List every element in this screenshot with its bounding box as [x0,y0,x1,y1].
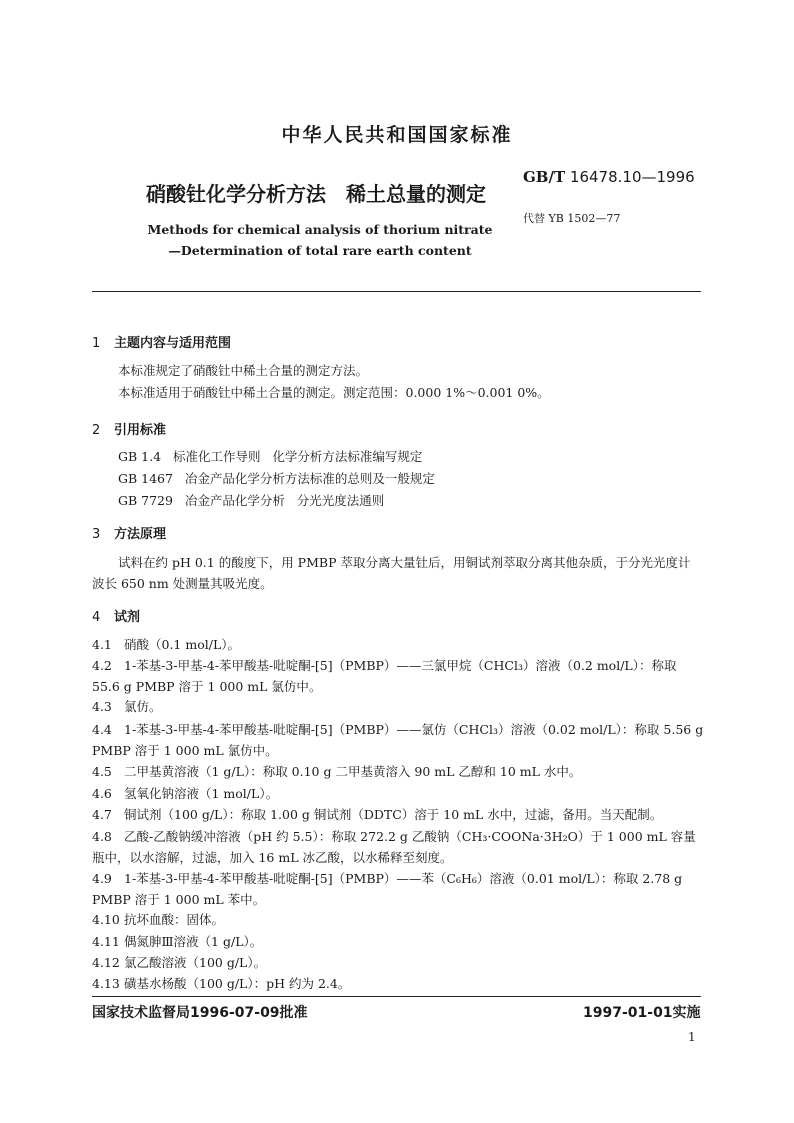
reagent-number: 4.13 [92,976,120,991]
reagent-number: 4.10 [92,912,120,927]
reagent-4-12 [92,953,704,974]
reagent-number: 4.8 [92,829,112,844]
section-3-heading [92,523,166,542]
reagent-4-13 [92,974,704,995]
reagent-4-1 [92,635,704,656]
title-cn-part1: 硝酸钍化学分析方法 [146,182,326,206]
reference-gb-1467: GB 1467 冶金产品化学分析方法标准的总则及一般规定 [118,471,435,486]
reagent-text: 抗坏血酸：固体。 [124,912,225,927]
reagent-number: 4.6 [92,786,112,801]
reagent-number: 4.2 [92,658,112,673]
reagent-4-6 [92,784,704,805]
reagent-4-7 [92,805,704,826]
section-1-title: 主题内容与适用范围 [114,336,232,351]
effective-date: 1997-01-01实施 [583,1005,701,1021]
reagent-4-5 [92,762,704,783]
reagent-text: 硝酸（0.1 mol/L）。 [124,637,240,652]
section-2-heading [92,419,166,438]
reagent-text: 1-苯基-3-甲基-4-苯甲酸基-吡啶酮-[5]（PMBP）——苯（C₆H₆）溶液（0.01 mol/L）：称取 2.78 g PMBP 溶于 1 000 mL 苯中。 [92,871,683,907]
reagent-number: 4.5 [92,764,112,779]
section-1-line-2: 本标准适用于硝酸钍中稀土合量的测定。测定范围：0.000 1%～0.001 0%。 [118,385,550,400]
reagent-number: 4.12 [92,955,120,970]
title-en-line2: —Determination of total rare earth content [168,243,472,258]
section-1-heading [92,332,231,351]
section-3-number: 3 [92,527,101,542]
reagent-text: 氯乙酸溶液（100 g/L）。 [124,955,267,970]
reagent-number: 4.4 [92,722,112,737]
reagent-number: 4.11 [92,934,120,949]
standard-code-prefix: GB/T [523,168,566,186]
section-3-paragraph: 试料在约 pH 0.1 的酸度下，用 PMBP 萃取分离大量钍后，用铜试剂萃取分离其他杂质，于分光光度计波长 650 nm 处测量其吸光度。 [92,555,691,591]
reagent-4-10 [92,910,704,931]
reagent-text: 二甲基黄溶液（1 g/L）：称取 0.10 g 二甲基黄溶入 90 mL 乙醇和 10 mL 水中。 [124,764,582,779]
reagent-text: 磺基水杨酸（100 g/L）：pH 约为 2.4。 [124,976,351,991]
reagent-text: 氢氧化钠溶液（1 mol/L）。 [124,786,279,801]
reference-gb-1-4: GB 1.4 标准化工作导则 化学分析方法标准编写规定 [118,449,423,464]
reference-gb-7729: GB 7729 冶金产品化学分析 分光光度法通则 [118,493,385,508]
reagent-text: 铜试剂（100 g/L）：称取 1.00 g 铜试剂（DDTC）溶于 10 mL 水中，过滤，备用。当天配制。 [124,807,663,822]
section-2-title: 引用标准 [114,423,167,438]
reagent-4-4 [92,720,704,761]
reagent-4-9 [92,869,704,910]
header-rule [92,291,701,292]
reagent-4-3 [92,697,704,718]
page-number: 1 [688,1030,696,1044]
national-standard-heading: 中华人民共和国国家标准 [281,124,513,146]
reagent-number: 4.9 [92,871,112,886]
reagent-number: 4.3 [92,699,112,714]
section-1-number: 1 [92,336,101,351]
reagent-4-11 [92,932,704,953]
reagent-4-8 [92,827,704,868]
footer-rule [92,996,701,997]
standard-code-number: 16478.10—1996 [569,168,695,186]
section-1-line-1: 本标准规定了硝酸钍中稀土合量的测定方法。 [118,363,369,378]
title-en-line1: Methods for chemical analysis of thorium nitrate [147,222,493,237]
section-3-title: 方法原理 [114,527,167,542]
replaces-note: 代替 YB 1502—77 [523,212,621,225]
approval-statement: 国家技术监督局1996-07-09批准 [92,1005,308,1021]
reagent-number: 4.7 [92,807,112,822]
reagent-text: 氯仿。 [124,699,162,714]
reagent-text: 1-苯基-3-甲基-4-苯甲酸基-吡啶酮-[5]（PMBP）——三氯甲烷（CHCl₃）溶液（0.2 mol/L）：称取 55.6 g PMBP 溶于 1 000 mL 氯仿中。 [92,658,677,694]
reagent-4-2 [92,656,704,697]
section-4-heading [92,606,140,625]
document-title-cn [146,178,486,207]
reagent-text: 1-苯基-3-甲基-4-苯甲酸基-吡啶酮-[5]（PMBP）——氯仿（CHCl₃）溶液（0.02 mol/L）：称取 5.56 g PMBP 溶于 1 000 mL 氯仿中。 [92,722,704,758]
section-4-title: 试剂 [114,610,141,625]
section-2-number: 2 [92,423,101,438]
standard-code [523,168,695,186]
title-cn-part2: 稀土总量的测定 [346,182,486,206]
section-4-number: 4 [92,610,101,625]
reagent-text: 乙酸-乙酸钠缓冲溶液（pH 约 5.5）：称取 272.2 g 乙酸钠（CH₃·COONa·3H₂O）于 1 000 mL 容量瓶中，以水溶解，过滤，加入 16 mL 冰乙酸，以水稀释至刻度。 [92,829,696,865]
reagent-number: 4.1 [92,637,112,652]
reagent-text: 偶氮胂Ⅲ溶液（1 g/L）。 [124,934,263,949]
